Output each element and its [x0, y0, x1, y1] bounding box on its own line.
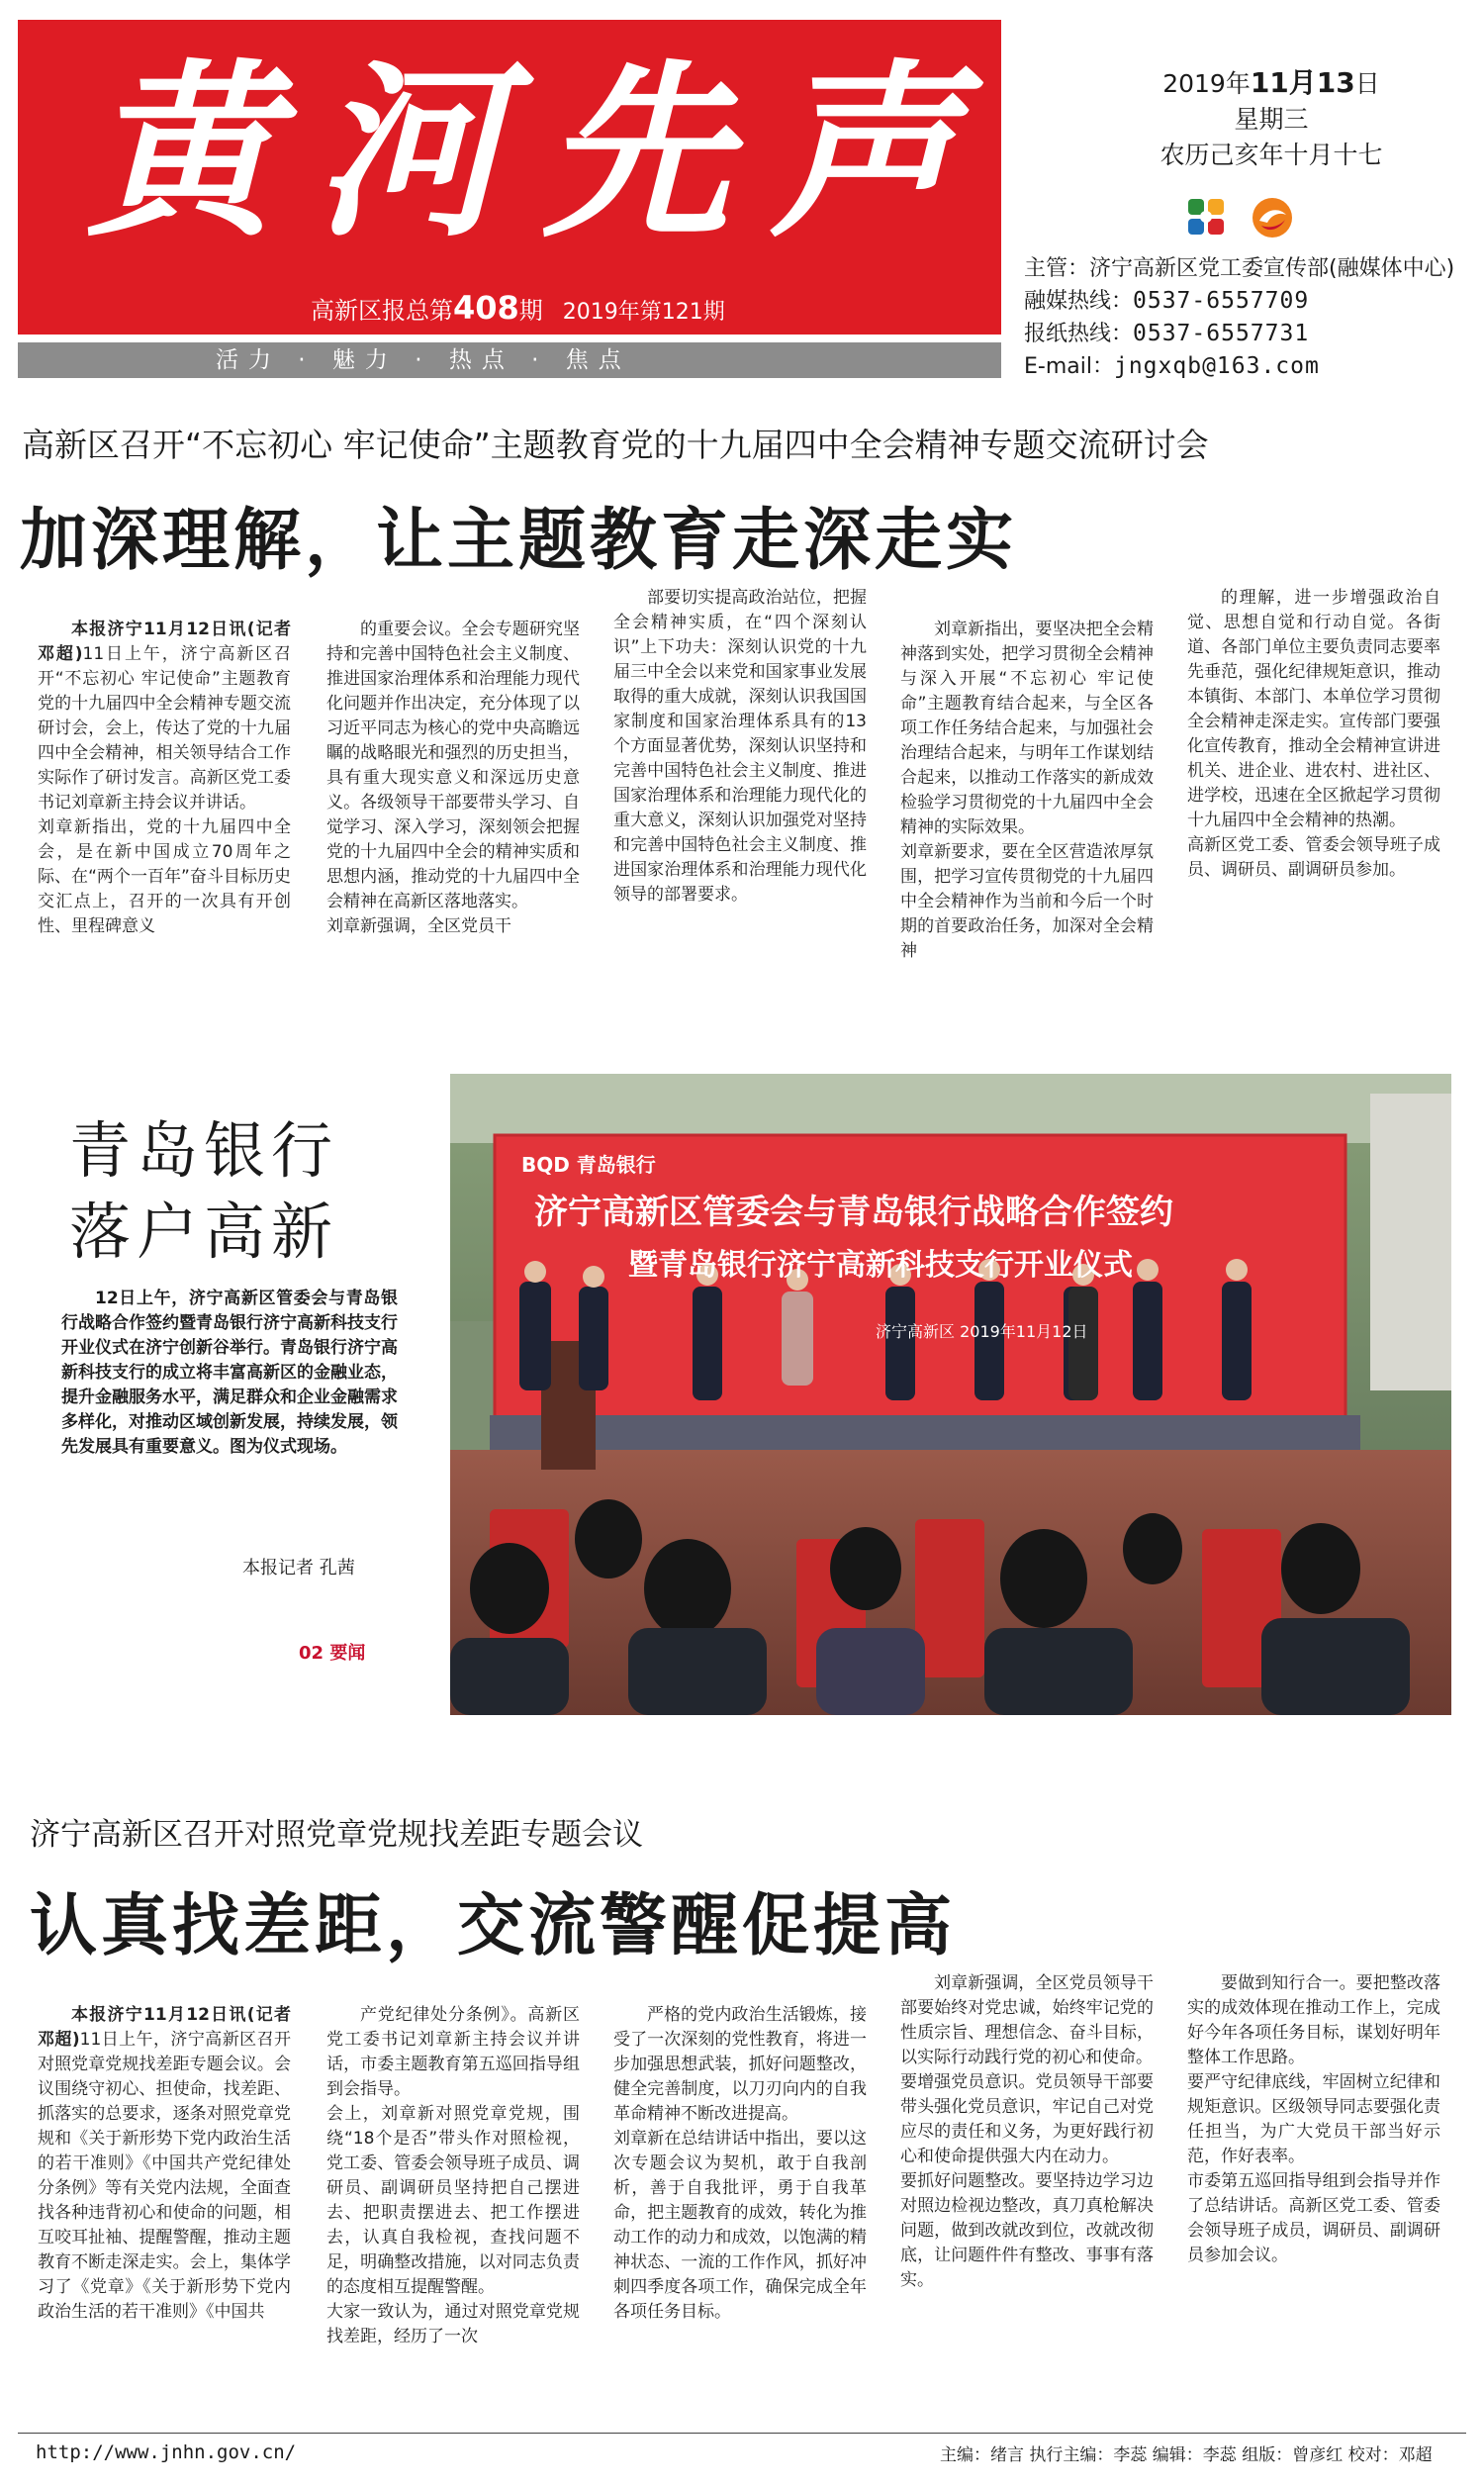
issue-line — [311, 289, 725, 327]
article1-headline: 加深理解，让主题教育走深走实 — [20, 502, 1018, 580]
masthead-logo: 黄河先声 — [87, 42, 998, 262]
page-reference[interactable]: 02 要闻 — [299, 1643, 366, 1664]
article1-column-1 — [38, 618, 291, 939]
article2-column-1 — [38, 2003, 291, 2325]
article1-byline: 本报济宁11月12日讯(记者 邓超) — [38, 620, 291, 664]
bank-title-line1: 青岛银行 — [69, 1114, 339, 1187]
date-block — [1123, 65, 1420, 173]
issue-suffix: 期 — [518, 297, 543, 325]
masthead — [18, 20, 1001, 378]
article2-kicker: 济宁高新区召开对照党章党规找差距专题会议 — [30, 1817, 643, 1853]
weekday: 星期三 — [1234, 105, 1309, 134]
swirl-logo-icon — [1250, 195, 1295, 240]
article1-column-4: 刘章新指出，要坚决把全会精神落到实处，把学习贯彻全会精神与深入开展“不忘初心 牢记使命”主题教育结合起来，与全区各项工作任务结合起来，与加强社会治理结合起来，与明年工作谋划结合起来，以推动工作落实的新成效检验学习贯彻党的十九届四中全会精神的实际效果。 刘章新要求，要在全区营造浓厚氛围，把学习宣传贯彻党的十九届四中全会精神作为当前和今后一个时期的首要政治任务，加深对全会精神 — [900, 620, 1154, 961]
footer-credits: 主编：绪言 执行主编：李蕊 编辑：李蕊 组版：曾彦红 校对：邓超 — [940, 2445, 1433, 2465]
date-line: 2019年11月13日 — [1162, 66, 1380, 99]
stage-subtitle: 暨青岛银行济宁高新科技支行开业仪式 — [628, 1248, 1133, 1283]
footer-divider — [18, 2433, 1466, 2434]
news-hotline: 报纸热线：0537-6557731 — [1024, 321, 1310, 346]
sponsor-logos — [1182, 193, 1301, 242]
contact-block — [1024, 253, 1469, 383]
article1-kicker: 高新区召开“不忘初心 牢记使命”主题教育党的十九届四中全会精神专题交流研讨会 — [22, 426, 1209, 464]
lunar-date: 农历己亥年十月十七 — [1159, 141, 1383, 169]
flower-logo-icon — [1182, 193, 1230, 240]
article2-column-4: 刘章新强调，全区党员领导干部要始终对党忠诚，始终牢记党的性质宗旨、理想信念、奋斗目标，以实际行动践行党的初心和使命。 要增强党员意识。党员领导干部要带头强化党员意识，牢记自己对党应尽的责任和义务，为更好践行初心和使命提供强大内在动力。 要抓好问题整改。要坚持边学习边对照边检视边整改，真刀真枪解决问题，做到改就改到位，改就改彻底，让问题件件有整改、事事有落实。 — [900, 1973, 1154, 2290]
issue-prefix: 高新区报总第 — [311, 297, 453, 325]
article1-column-1-text: 11日上午，济宁高新区召开“不忘初心 牢记使命”主题教育党的十九届四中全会精神专题交流研讨会，会上，传达了党的十九届四中全会精神，相关领导结合工作实际作了研讨发言。高新区党工委书记刘章新主持会议并讲话。 刘章新指出，党的十九届四中全会，是在新中国成立70周年之际、在“两个一百年”奋斗目标历史交汇点上，召开的一次具有开创性、里程碑意义 — [38, 644, 291, 936]
masthead-logo-box — [18, 20, 1001, 335]
article1-column-2: 的重要会议。全会专题研究坚持和完善中国特色社会主义制度、推进国家治理体系和治理能力现代化问题并作出决定，充分体现了以习近平同志为核心的党中央高瞻远瞩的战略眼光和强烈的历史担当，具有重大现实意义和深远历史意义。各级领导干部要带头学习、自觉学习、深入学习，深刻领会把握党的十九届四中全会的精神实质和思想内涵，推动党的十九届四中全会精神在高新区落地落实。 刘章新强调，全区党员干 — [326, 620, 580, 936]
email-line: E-mail：jngxqb@163.com — [1024, 353, 1320, 379]
bank-caption: 12日上午，济宁高新区管委会与青岛银行战略合作签约暨青岛银行济宁高新科技支行开业仪式在济宁创新谷举行。青岛银行济宁高新科技支行的成立将丰富高新区的金融业态，提升金融服务水平，满足群众和企业金融需求多样化，对推动区域创新发展，持续发展，领先发展具有重要意义。图为仪式现场。 — [61, 1289, 398, 1457]
article1-column-5: 的理解，进一步增强政治自觉、思想自觉和行动自觉。各街道、各部门单位主要负责同志要率先垂范，强化纪律规矩意识，推动本镇街、本部门、本单位学习贯彻全会精神走深走实。宣传部门要强化宣传教育，推动全会精神宣讲进机关、进企业、进农村、进社区、进学校，迅速在全区掀起学习贯彻十九届四中全会精神的热潮。 高新区党工委、管委会领导班子成员、调研员、副调研员参加。 — [1187, 588, 1440, 880]
slogan-bar: 活力 · 魅力 · 热点 · 焦点 — [18, 342, 1001, 378]
media-hotline: 融媒热线：0537-6557709 — [1024, 288, 1310, 314]
ceremony-photo — [450, 1074, 1451, 1715]
stage-logo: BQD 青岛银行 — [521, 1153, 656, 1177]
article2-byline: 本报济宁11月12日讯(记者 邓超) — [38, 2005, 291, 2050]
stage-title: 济宁高新区管委会与青岛银行战略合作签约 — [534, 1193, 1173, 1232]
bank-credit: 本报记者 孔茜 — [242, 1558, 355, 1579]
issue-number: 408 — [453, 289, 519, 327]
bank-title — [69, 1110, 338, 1273]
sponsor-line: 主管：济宁高新区党工委宣传部(融媒体中心) — [1024, 256, 1455, 281]
article2-column-5: 要做到知行合一。要把整改落实的成效体现在推动工作上，完成好今年各项任务目标，谋划好明年整体工作思路。 要严守纪律底线，牢固树立纪律和规矩意识。区级领导同志要强化责任担当，为广大党员干部当好示范，作好表率。 市委第五巡回指导组到会指导并作了总结讲话。高新区党工委、管委会领导班子成员，调研员、副调研员参加会议。 — [1187, 1973, 1440, 2265]
email-link[interactable]: jngxqb@163.com — [1113, 353, 1320, 379]
article2-headline: 认真找差距，交流警醒促提高 — [30, 1887, 957, 1965]
bank-title-line2: 落户高新 — [69, 1196, 339, 1268]
article2-column-3: 严格的党内政治生活锻炼，接受了一次深刻的党性教育，将进一步加强思想武装，抓好问题整改，健全完善制度，以刀刃向内的自我革命精神不断改进提高。 刘章新在总结讲话中指出，要以这次专题会议为契机，敢于自我剖析，善于自我批评，勇于自我革命，把主题教育的成效，转化为推动工作的动力和成效，以饱满的精神状态、一流的工作作风，抓好冲刺四季度各项工作，确保完成全年各项任务目标。 — [613, 2005, 867, 2322]
article2-column-2: 产党纪律处分条例》。高新区党工委书记刘章新主持会议并讲话，市委主题教育第五巡回指导组到会指导。 会上，刘章新对照党章党规，围绕“18个是否”带头作对照检视，党工委、管委会领导班子成员、调研员、副调研员坚持把自己摆进去、把职责摆进去、把工作摆进去，认真自我检视，查找问题不足，明确整改措施，以对同志负责的态度相互提醒警醒。 大家一致认为，通过对照党章党规找差距，经历了一次 — [326, 2005, 580, 2346]
article1-column-3: 部要切实提高政治站位，把握全会精神实质，在“四个深刻认识”上下功夫：深刻认识党的十九届三中全会以来党和国家事业发展取得的重大成就，深刻认识我国国家制度和国家治理体系具有的13个方面显著优势，深刻认识坚持和完善中国特色社会主义制度、推进国家治理体系和治理能力现代化的重大意义，深刻认识加强党对坚持和完善中国特色社会主义制度、推进国家治理体系和治理能力现代化领导的部署要求。 — [613, 588, 867, 905]
stage-footer: 济宁高新区 2019年11月12日 — [876, 1322, 1088, 1341]
footer-url-link[interactable]: http://www.jnhn.gov.cn/ — [36, 2441, 297, 2463]
article2-column-1-text: 11日上午，济宁高新区召开对照党章党规找差距专题会议。会议围绕守初心、担使命，找差距、抓落实的总要求，逐条对照党章党规和《关于新形势下党内政治生活的若干准则》《中国共产党纪律处分条例》等有关党内法规，全面查找各种违背初心和使命的问题，相互咬耳扯袖、提醒警醒，推动主题教育不断走深走实。会上，集体学习了《党章》《关于新形势下党内政治生活的若干准则》《中国共 — [38, 2030, 291, 2322]
issue-year: 2019年第121期 — [562, 300, 725, 325]
